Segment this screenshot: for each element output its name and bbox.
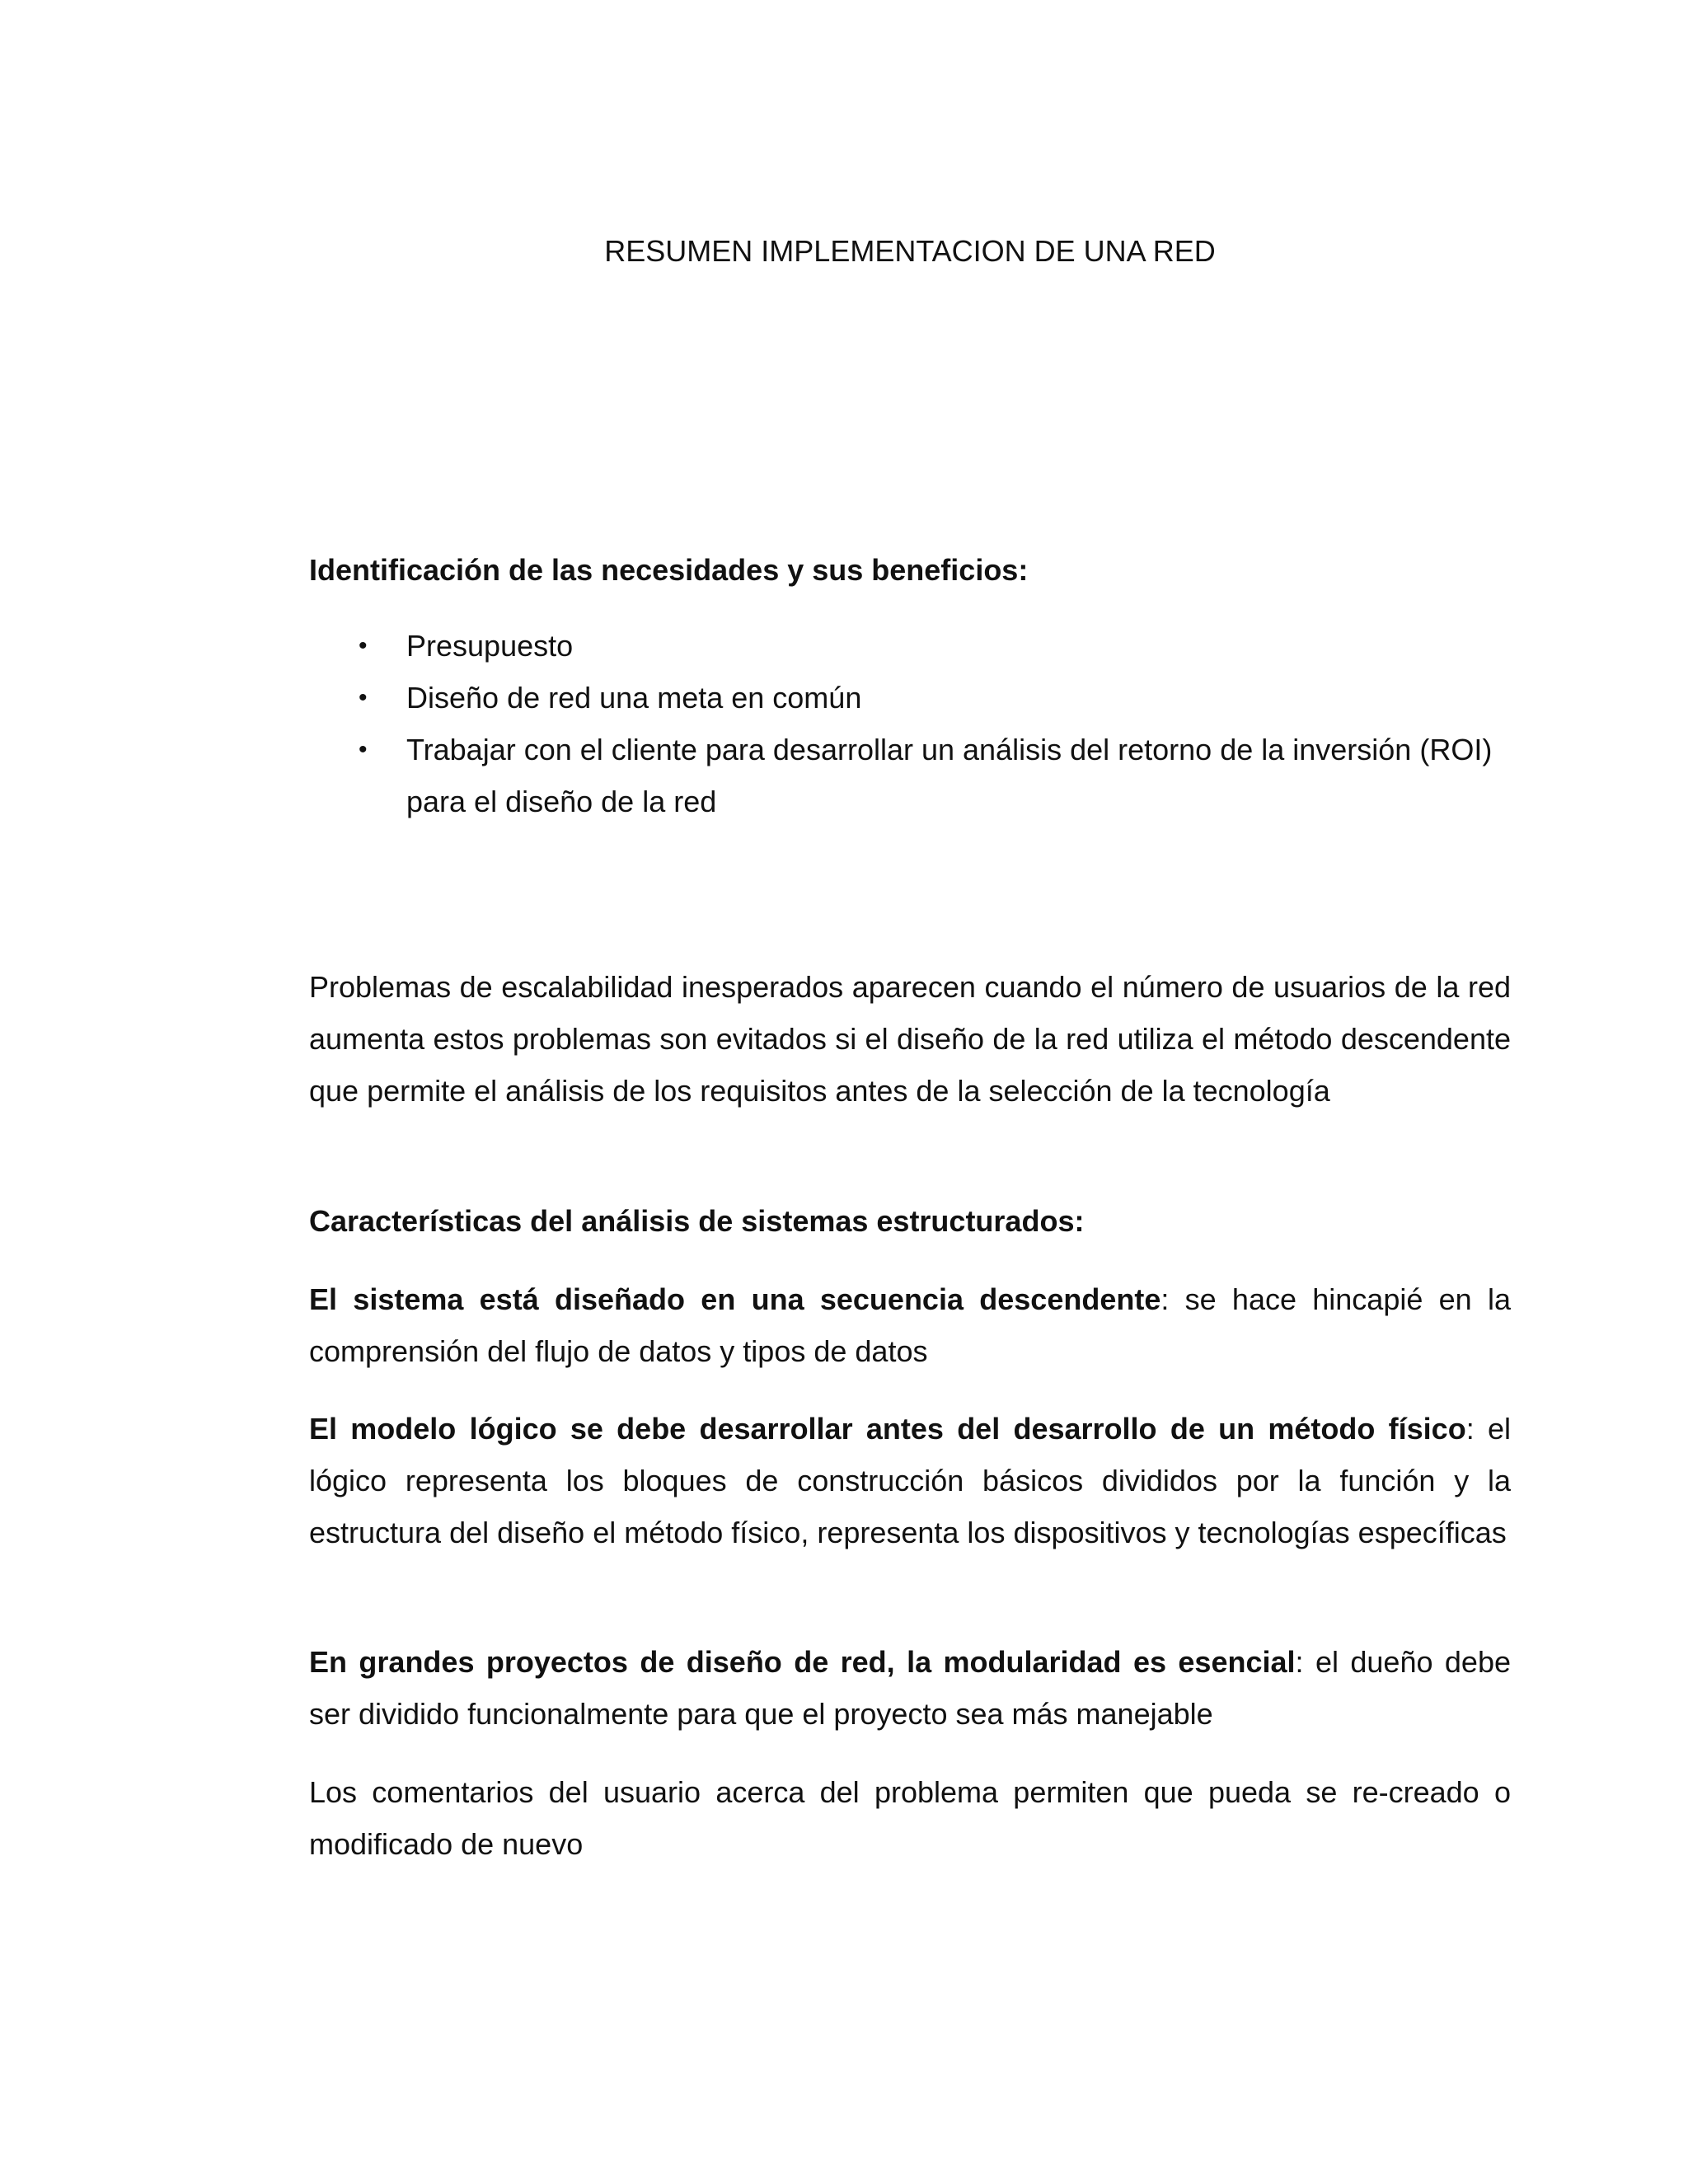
paragraph-user-feedback: Los comentarios del usuario acerca del problema permiten que pueda se re-creado o modificado de nuevo [309,1775,1511,1861]
list-item [309,724,1511,827]
paragraph-top-down [309,1273,1511,1377]
section-heading-structured-analysis: Características del análisis de sistemas estructurados: [309,1204,1085,1238]
bullet-icon: • [359,632,368,659]
paragraph-bold-lead: El modelo lógico se debe desarrollar antes del desarrollo de un método físico [309,1412,1466,1446]
document-title: RESUMEN IMPLEMENTACION DE UNA RED [604,234,1216,268]
paragraph-bold-lead: En grandes proyectos de diseño de red, la modularidad es esencial [309,1645,1296,1679]
list-item-text: Diseño de red una meta en común [406,681,862,715]
bullet-icon: • [359,736,368,763]
list-item-text: Presupuesto [406,629,574,663]
list-item [309,620,1511,672]
paragraph-modularity [309,1636,1511,1740]
paragraph-body: : el dueño debe ser dividido funcionalmente para que el proyecto sea más manejable [309,1645,1511,1731]
paragraph-logical-model [309,1403,1511,1558]
section-heading-needs: Identificación de las necesidades y sus beneficios: [309,553,1029,587]
list-item-text: Trabajar con el cliente para desarrollar un análisis del retorno de la inversión (ROI) para el diseño de la red [406,733,1493,818]
list-item [309,672,1511,724]
benefits-list [309,620,1511,827]
paragraph-scalability: Problemas de escalabilidad inesperados aparecen cuando el número de usuarios de la red aumenta estos problemas son evitados si el diseño de la red utiliza el método descendente que permite el análisis de los requisitos antes de la selección de la tecnología [309,970,1511,1108]
paragraph-body: : el lógico representa los bloques de construcción básicos divididos por la función y la estructura del diseño el método físico, representa los dispositivos y tecnologías específicas [309,1412,1511,1549]
paragraph-bold-lead: El sistema está diseñado en una secuencia descendente [309,1282,1161,1316]
paragraph-body: : se hace hincapié en la comprensión del flujo de datos y tipos de datos [309,1282,1511,1368]
bullet-icon: • [359,684,368,711]
